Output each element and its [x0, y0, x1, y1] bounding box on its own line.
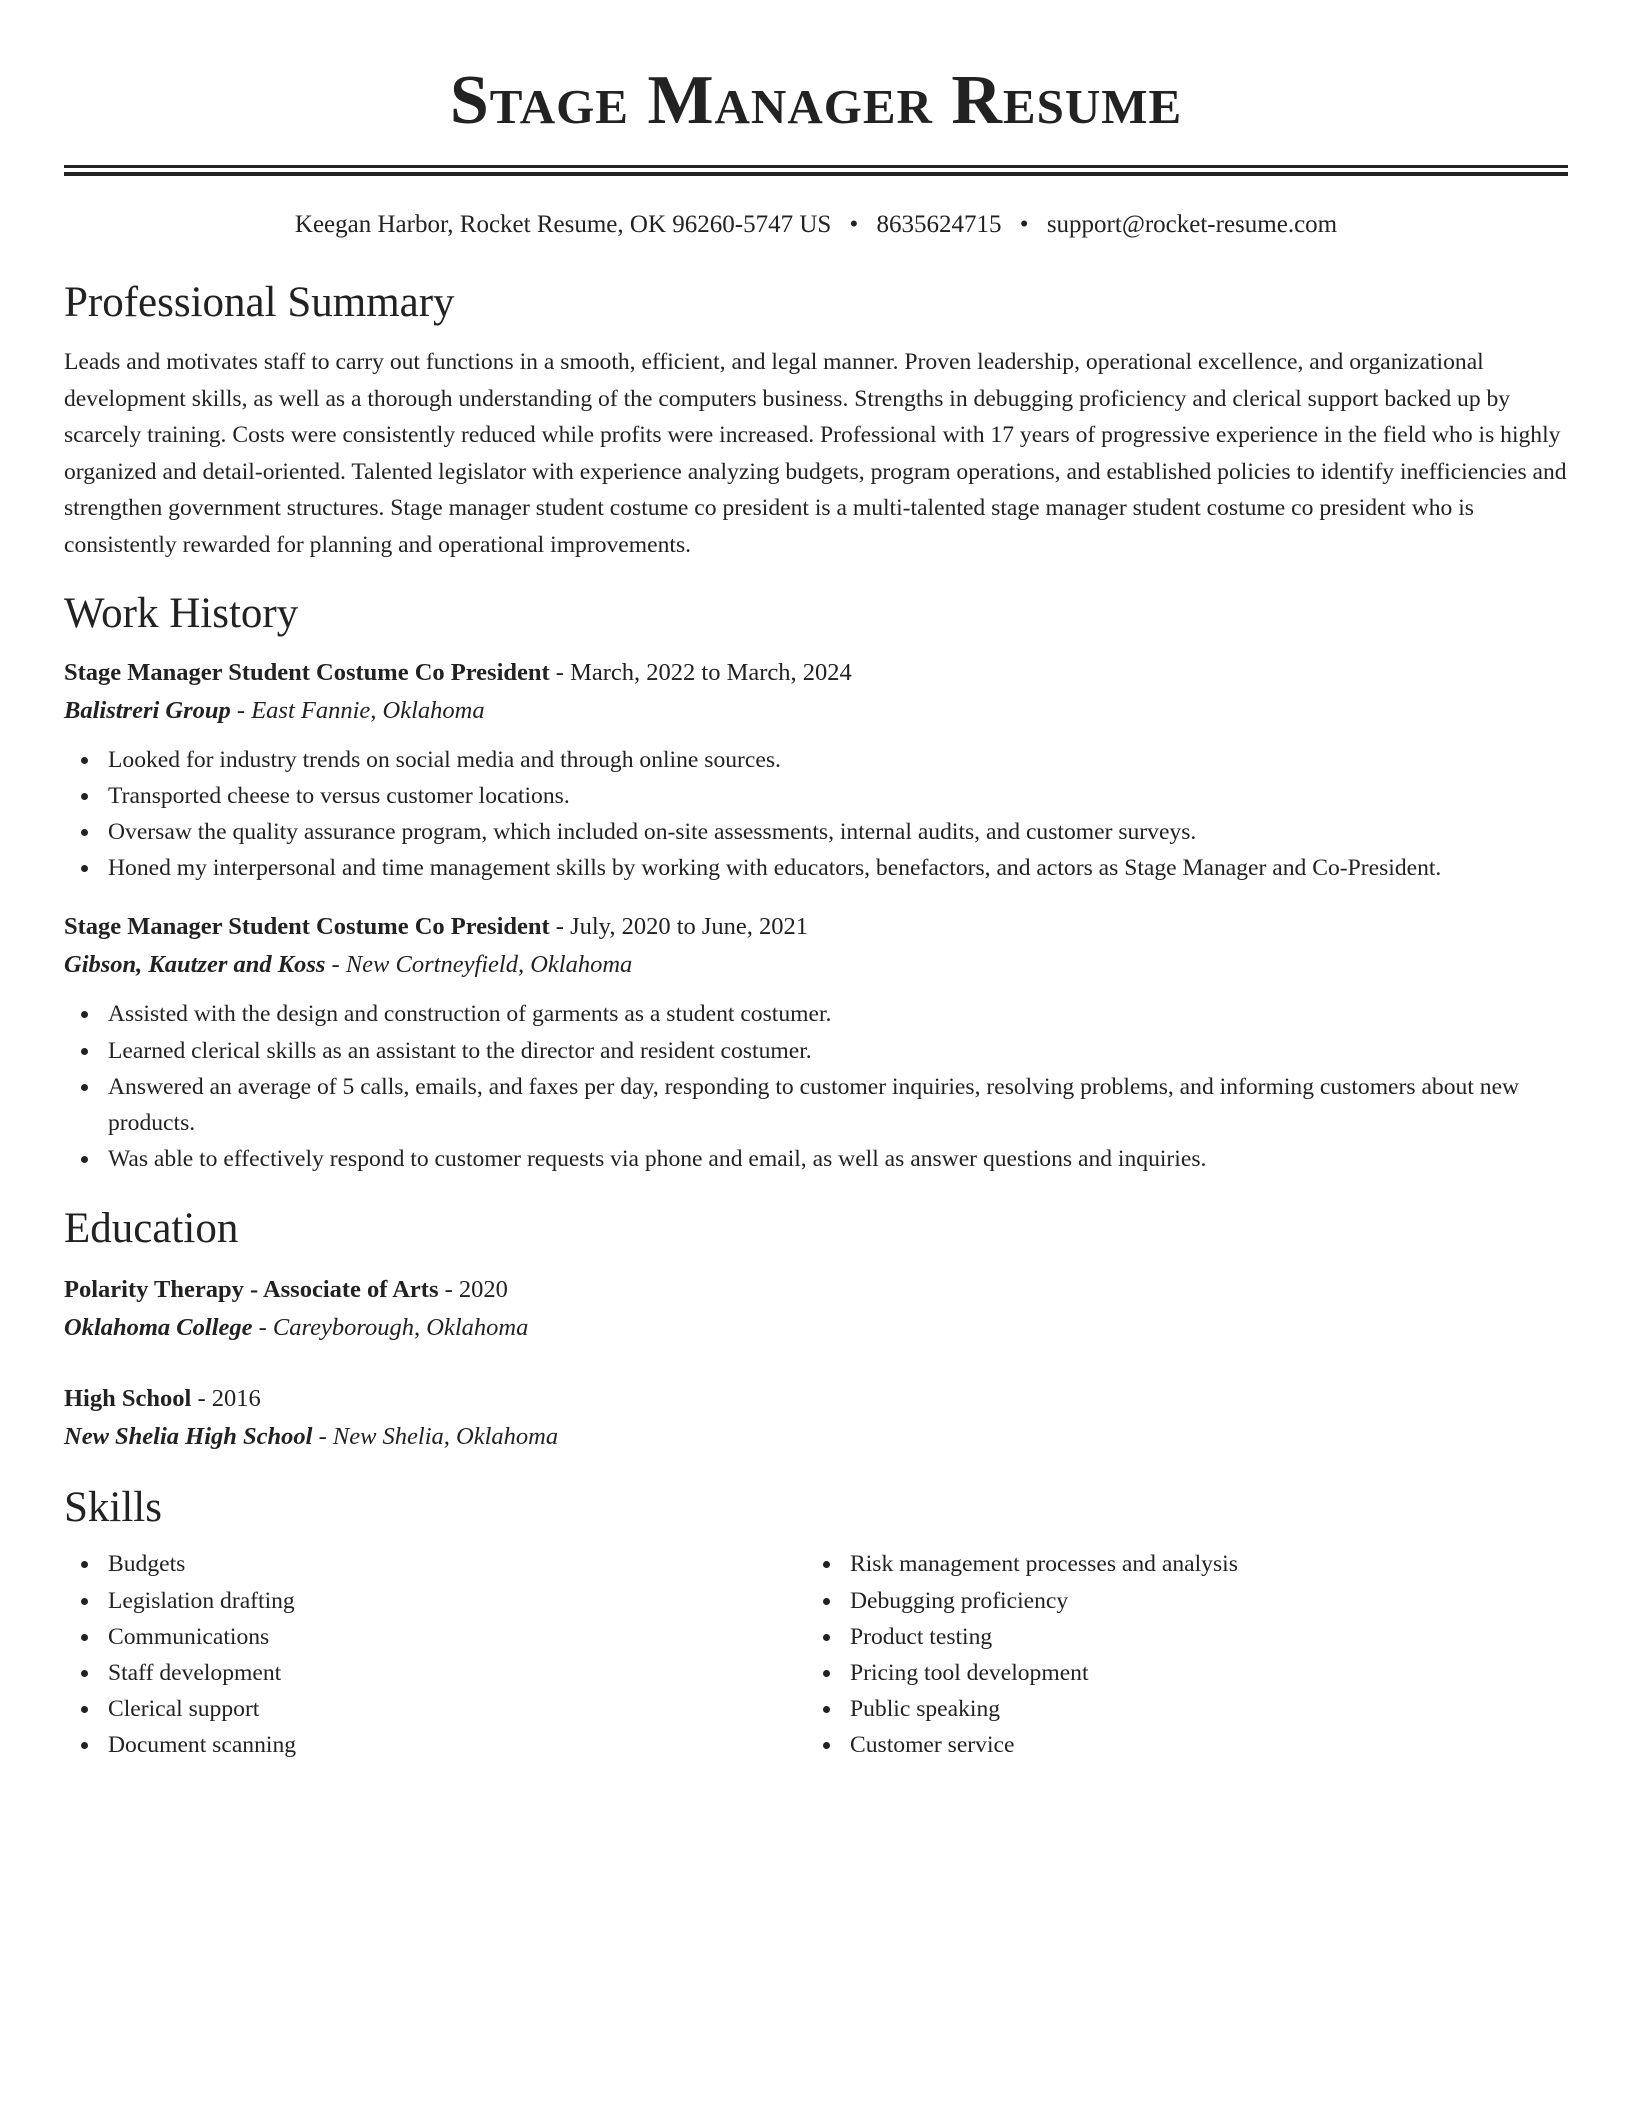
education-degree: High School: [64, 1385, 192, 1413]
education-entry: [64, 1271, 1568, 1347]
skill-item: Communications: [64, 1619, 806, 1655]
skill-item: Risk management processes and analysis: [806, 1546, 1548, 1582]
education-school: New Shelia High School: [64, 1423, 313, 1451]
education-year: - 2016: [191, 1385, 261, 1413]
skills-heading: Skills: [64, 1484, 162, 1532]
education-year: - 2020: [438, 1276, 508, 1304]
job-entry: [64, 908, 1568, 1177]
title-divider: [64, 165, 1568, 176]
job-duty: Learned clerical skills as an assistant to the director and resident costumer.: [64, 1033, 1568, 1069]
skills-list: [64, 1546, 806, 1763]
job-duties-list: [64, 742, 1568, 887]
skill-item: Budgets: [64, 1546, 806, 1582]
job-entry: [64, 654, 1568, 887]
job-dates: - March, 2022 to March, 2024: [549, 658, 852, 686]
skill-item: Legislation drafting: [64, 1583, 806, 1619]
skill-item: Pricing tool development: [806, 1655, 1548, 1691]
work-history-heading: Work History: [64, 589, 299, 637]
job-dates: - July, 2020 to June, 2021: [549, 913, 809, 941]
contact-address: Keegan Harbor, Rocket Resume, OK 96260-5747 US: [294, 211, 832, 238]
skill-item: Debugging proficiency: [806, 1583, 1548, 1619]
job-duty: Was able to effectively respond to customer requests via phone and email, as well as answer questions and inquiries.: [64, 1141, 1568, 1177]
resume-title: Stage Manager Resume: [449, 62, 1183, 139]
education-school: Oklahoma College: [64, 1314, 253, 1342]
summary-text: Leads and motivates staff to carry out functions in a smooth, efficient, and legal manner. Proven leadership, operational excellence, and organizational development skills, as well as a thorough understanding of the computers business. Strengths in debugging proficiency and clerical support backed up by scarcely training. Costs were consistently reduced while profits were increased. Professional with 17 years of progressive experience in the field who is highly organized and detail-oriented. Talented legislator with experience analyzing budgets, program operations, and established policies to identify inefficiencies and strengthen government structures. Stage manager student costume co president is a multi-talented stage manager student costume co president who is consistently rewarded for planning and operational improvements.: [64, 349, 1567, 558]
education-degree-line: [64, 1380, 1568, 1418]
job-duty: Looked for industry trends on social media and through online sources.: [64, 742, 1568, 778]
job-duty: Oversaw the quality assurance program, which included on-site assessments, internal audits, and customer surveys.: [64, 814, 1568, 850]
job-company: Balistreri Group: [64, 696, 231, 724]
skills-column-right: [806, 1546, 1548, 1763]
job-duty: Assisted with the design and construction of garments as a student costumer.: [64, 996, 1568, 1032]
education-location: - Careyborough, Oklahoma: [252, 1314, 529, 1342]
job-duty: Honed my interpersonal and time management skills by working with educators, benefactors, and actors as Stage Manager and Co-President.: [64, 850, 1568, 886]
job-title-line: [64, 654, 1568, 692]
job-title: Stage Manager Student Costume Co President: [64, 658, 550, 686]
skills-column-left: [64, 1546, 806, 1763]
contact-line: [64, 209, 1568, 241]
contact-separator: •: [849, 211, 859, 238]
job-duty: Transported cheese to versus customer locations.: [64, 778, 1568, 814]
contact-email: support@rocket-resume.com: [1046, 211, 1338, 238]
education-degree: Polarity Therapy - Associate of Arts: [64, 1276, 439, 1304]
job-title: Stage Manager Student Costume Co President: [64, 913, 550, 941]
education-heading: Education: [64, 1205, 239, 1253]
education-entry: [64, 1380, 1568, 1456]
education-location: - New Shelia, Oklahoma: [312, 1423, 559, 1451]
skill-item: Public speaking: [806, 1691, 1548, 1727]
skills-list: [806, 1546, 1548, 1763]
education-school-line: [64, 1309, 1568, 1347]
job-location: - East Fannie, Oklahoma: [230, 696, 485, 724]
contact-phone: 8635624715: [876, 211, 1002, 238]
education-degree-line: [64, 1271, 1568, 1309]
summary-heading: Professional Summary: [64, 279, 455, 326]
skill-item: Customer service: [806, 1727, 1548, 1763]
job-location: - New Cortneyfield, Oklahoma: [325, 951, 633, 979]
job-title-line: [64, 908, 1568, 946]
job-company-line: [64, 946, 1568, 984]
skills-grid: [64, 1546, 1568, 1763]
skill-item: Clerical support: [64, 1691, 806, 1727]
contact-separator: •: [1019, 211, 1029, 238]
job-company: Gibson, Kautzer and Koss: [64, 951, 326, 979]
education-school-line: [64, 1418, 1568, 1456]
job-company-line: [64, 692, 1568, 730]
skill-item: Document scanning: [64, 1727, 806, 1763]
skill-item: Staff development: [64, 1655, 806, 1691]
job-duty: Answered an average of 5 calls, emails, and faxes per day, responding to customer inquiries, resolving problems, and informing customers about new products.: [64, 1069, 1568, 1141]
job-duties-list: [64, 996, 1568, 1177]
skill-item: Product testing: [806, 1619, 1548, 1655]
